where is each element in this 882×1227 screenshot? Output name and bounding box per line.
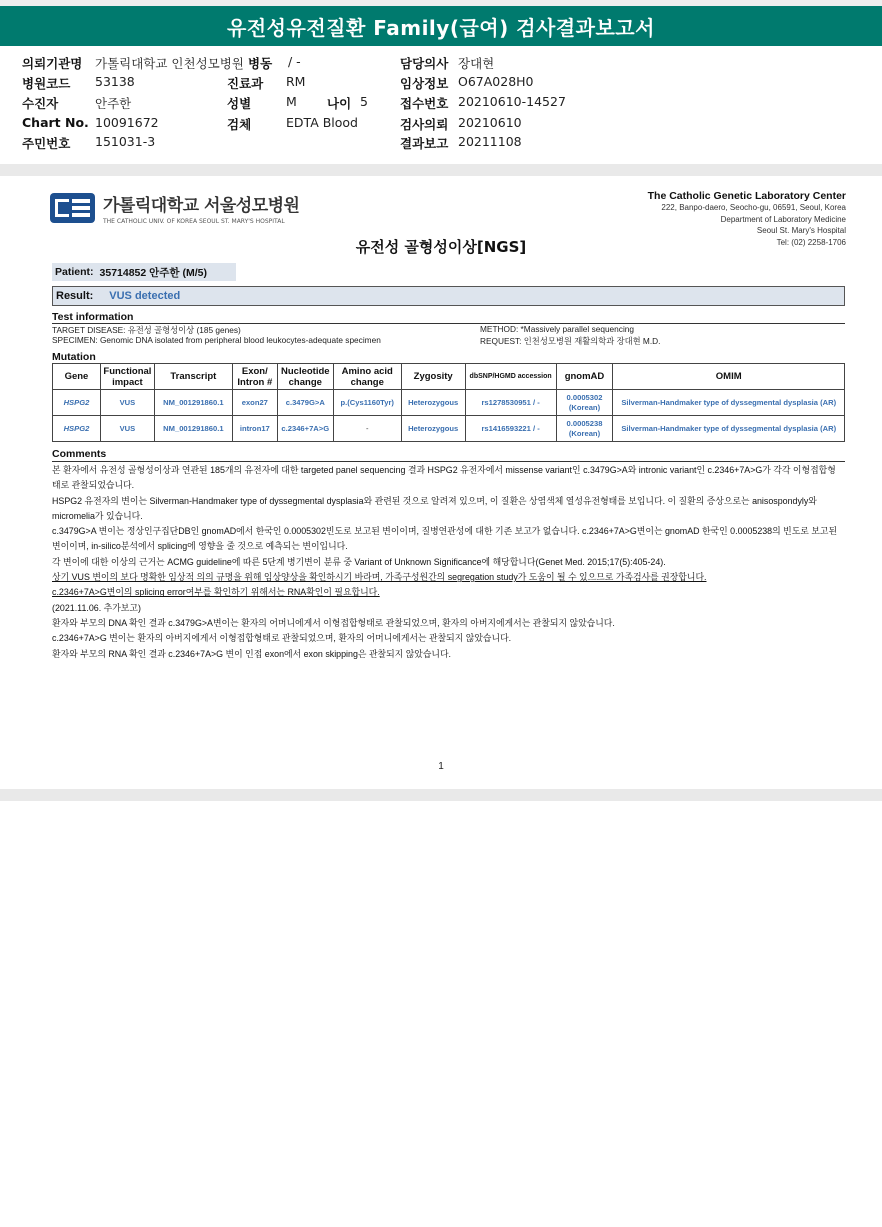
table-cell: c.2346+7A>G xyxy=(277,416,333,442)
header-row-5 xyxy=(22,134,862,153)
institution-label: 의뢰기관명 xyxy=(22,56,83,71)
table-cell: p.(Cys1160Tyr) xyxy=(333,390,401,416)
report-page xyxy=(0,176,882,789)
table-cell: Silverman-Handmaker type of dyssegmental dysplasia (AR) xyxy=(613,390,845,416)
clinical-label: 임상정보 xyxy=(400,76,449,91)
table-cell: VUS xyxy=(100,416,154,442)
report-date-label: 결과보고 xyxy=(400,136,449,151)
center-address: 222, Banpo-daero, Seocho-gu, 06591, Seoul, Korea xyxy=(661,203,846,212)
age-label: 나이 xyxy=(327,96,352,111)
result-box xyxy=(52,286,845,306)
hospital-code-label: 병원코드 xyxy=(22,76,71,91)
chart-label: Chart No. xyxy=(22,115,89,130)
column-header: Transcript xyxy=(154,364,232,390)
table-cell: HSPG2 xyxy=(53,416,101,442)
header-row-2 xyxy=(22,74,862,93)
separator-bottom xyxy=(0,789,882,801)
table-cell: VUS xyxy=(100,390,154,416)
comment-paragraph: 환자와 부모의 DNA 확인 결과 c.3479G>A변이는 환자의 어머니에게서 이형접합형태로 관찰되었으며, 환자의 아버지에게서는 관찰되지 않았습니다. xyxy=(52,617,615,628)
request-info: REQUEST: 인천성모병원 재활의학과 장대현 M.D. xyxy=(480,336,661,346)
comment-paragraph: c.3479G>A 변이는 정상인구집단DB인 gnomAD에서 한국인 0.0005302빈도로 보고된 변이이며, 질병연관성에 대한 기존 보고가 없습니다. c.2346+7A>G변이는 gnomAD 한국인 0.0005238의 빈도로 보고된 변이이며, in-silico분석에서 splicing에 영향을 줄 것으로 예측되는 변이입니다. xyxy=(52,526,838,552)
comment-paragraph: (2021.11.06. 추가보고) xyxy=(52,602,141,613)
center-hospital: Seoul St. Mary's Hospital xyxy=(756,226,846,235)
hospital-code-value: 53138 xyxy=(95,74,135,89)
table-row xyxy=(53,390,845,416)
hospital-logo-icon xyxy=(50,193,95,223)
hospital-sub: THE CATHOLIC UNIV. OF KOREA SEOUL ST. MARY'S HOSPITAL xyxy=(103,218,285,225)
column-header: gnomAD xyxy=(556,364,613,390)
report-date-value: 20211108 xyxy=(458,134,522,149)
center-name: The Catholic Genetic Laboratory Center xyxy=(647,190,846,202)
comment-paragraph: c.2346+7A>G 변이는 환자의 아버지에게서 이형접합형태로 관찰되었으며, 환자의 어머니에게서는 관찰되지 않았습니다. xyxy=(52,633,512,644)
comment-paragraph: HSPG2 유전자의 변이는 Silverman-Handmaker type of dyssegmental dysplasia와 관련된 것으로 알려져 있으며, 이 질환은 상염색체 열성유전형태를 보입니다. 이 질환의 증상으로는 anisospondyly와 micromelia가 있습니다. xyxy=(52,495,817,521)
comment-paragraph: 본 환자에서 유전성 골형성이상과 연관된 185개의 유전자에 대한 targeted panel sequencing 결과 HSPG2 유전자에서 missense variant인 c.3479G>A와 intronic variant인 c.2346+7A>G가 각각 이형접합형태로 관찰되었습니다. xyxy=(52,465,836,491)
header-row-4 xyxy=(22,115,862,134)
request-value: 20210610 xyxy=(458,115,522,130)
table-cell: exon27 xyxy=(232,390,277,416)
specimen-value: EDTA Blood xyxy=(286,115,358,130)
method-info: METHOD: *Massively parallel sequencing xyxy=(480,324,635,334)
id-label: 주민번호 xyxy=(22,136,71,151)
receipt-label: 접수번호 xyxy=(400,96,449,111)
column-header: Nucleotide change xyxy=(277,364,333,390)
patient-label: Patient: xyxy=(55,266,94,278)
table-cell: 0.0005302 (Korean) xyxy=(556,390,613,416)
doctor-value: 장대현 xyxy=(458,56,495,71)
column-header: Exon/ Intron # xyxy=(232,364,277,390)
table-cell: intron17 xyxy=(232,416,277,442)
table-cell: c.3479G>A xyxy=(277,390,333,416)
table-cell: rs1416593221 / - xyxy=(465,416,556,442)
sex-value: M xyxy=(286,94,297,109)
hospital-name: 가톨릭대학교 서울성모병원 xyxy=(103,196,300,216)
specimen-label: 검체 xyxy=(227,117,252,132)
comment-paragraph-underlined: c.2346+7A>G변이의 splicing error여부를 확인하기 위해서는 RNA확인이 필요합니다. xyxy=(52,587,380,598)
patient-value: 35714852 안주한 (M/5) xyxy=(99,266,207,279)
id-value: 151031-3 xyxy=(95,134,156,149)
patient-box xyxy=(52,263,236,281)
column-header: Zygosity xyxy=(401,364,465,390)
doctor-label: 담당의사 xyxy=(400,56,449,71)
table-cell: HSPG2 xyxy=(53,390,101,416)
institution-value: 가톨릭대학교 인천성모병원 xyxy=(95,56,244,71)
column-header: Functional impact xyxy=(100,364,154,390)
center-dept: Department of Laboratory Medicine xyxy=(720,214,846,224)
result-label: Result: xyxy=(56,290,94,302)
table-cell: Silverman-Handmaker type of dyssegmental dysplasia (AR) xyxy=(613,416,845,442)
comment-paragraph: 환자와 부모의 RNA 확인 결과 c.2346+7A>G 변이 인접 exon에서 exon skipping은 관찰되지 않았습니다. xyxy=(52,648,452,659)
hospital-logo xyxy=(50,192,299,224)
table-cell: Heterozygous xyxy=(401,390,465,416)
table-cell: rs1278530951 / - xyxy=(465,390,556,416)
ward-label: 병동 xyxy=(248,56,273,71)
mutation-heading: Mutation xyxy=(52,351,96,363)
table-cell: NM_001291860.1 xyxy=(154,390,232,416)
examinee-label: 수진자 xyxy=(22,96,59,111)
age-value: 5 xyxy=(360,94,368,109)
header-row-3 xyxy=(22,94,862,113)
column-header: Amino acid change xyxy=(333,364,401,390)
column-header: dbSNP/HGMD accession xyxy=(465,364,556,390)
header-row-1 xyxy=(22,54,862,73)
table-cell: 0.0005238 (Korean) xyxy=(556,416,613,442)
receipt-value: 20210610-14527 xyxy=(458,94,566,109)
comment-paragraph-underlined: 상기 VUS 변이의 보다 명확한 임상적 의의 규명을 위해 임상양상을 확인하시기 바라며, 가족구성원간의 segregation study가 도움이 될 수 있으므로 가족검사를 권장합니다. xyxy=(52,572,707,583)
header-info xyxy=(22,54,862,154)
column-header: OMIM xyxy=(613,364,845,390)
chart-value: 10091672 xyxy=(95,115,159,130)
dept-value: RM xyxy=(286,74,306,89)
sex-label: 성별 xyxy=(227,96,252,111)
table-cell: NM_001291860.1 xyxy=(154,416,232,442)
table-cell: - xyxy=(333,416,401,442)
ward-value: / - xyxy=(288,54,301,69)
target-disease: TARGET DISEASE: 유전성 골형성이상 (185 genes) xyxy=(52,325,241,335)
separator-top xyxy=(0,164,882,176)
page-number: 1 xyxy=(438,761,444,772)
report-title: 유전성 골형성이상[NGS] xyxy=(355,238,527,256)
table-header-row xyxy=(53,364,845,390)
specimen-info: SPECIMEN: Genomic DNA isolated from peripheral blood leukocytes-adequate specimen xyxy=(52,335,381,345)
comments-heading: Comments xyxy=(52,448,107,460)
comment-paragraph: 각 변이에 대한 이상의 근거는 ACMG guideline에 따른 5단계 병기변이 분류 중 Variant of Unknown Significance에 해당합니다(Genet Med. 2015;17(5):405-24). xyxy=(52,556,666,567)
clinical-value: O67A028H0 xyxy=(458,74,534,89)
table-cell: Heterozygous xyxy=(401,416,465,442)
examinee-value: 안주한 xyxy=(95,96,132,111)
mutation-table xyxy=(52,363,845,442)
comments-section xyxy=(52,448,842,662)
document-title: 유전성유전질환 Family(급여) 검사결과보고서 xyxy=(0,6,882,46)
request-label: 검사의뢰 xyxy=(400,117,449,132)
test-info-heading: Test information xyxy=(52,311,134,323)
result-value: VUS detected xyxy=(109,290,181,302)
table-row xyxy=(53,416,845,442)
dept-label: 진료과 xyxy=(227,76,264,91)
comments-rule xyxy=(52,461,845,462)
center-tel: Tel: (02) 2258-1706 xyxy=(776,237,846,247)
column-header: Gene xyxy=(53,364,101,390)
